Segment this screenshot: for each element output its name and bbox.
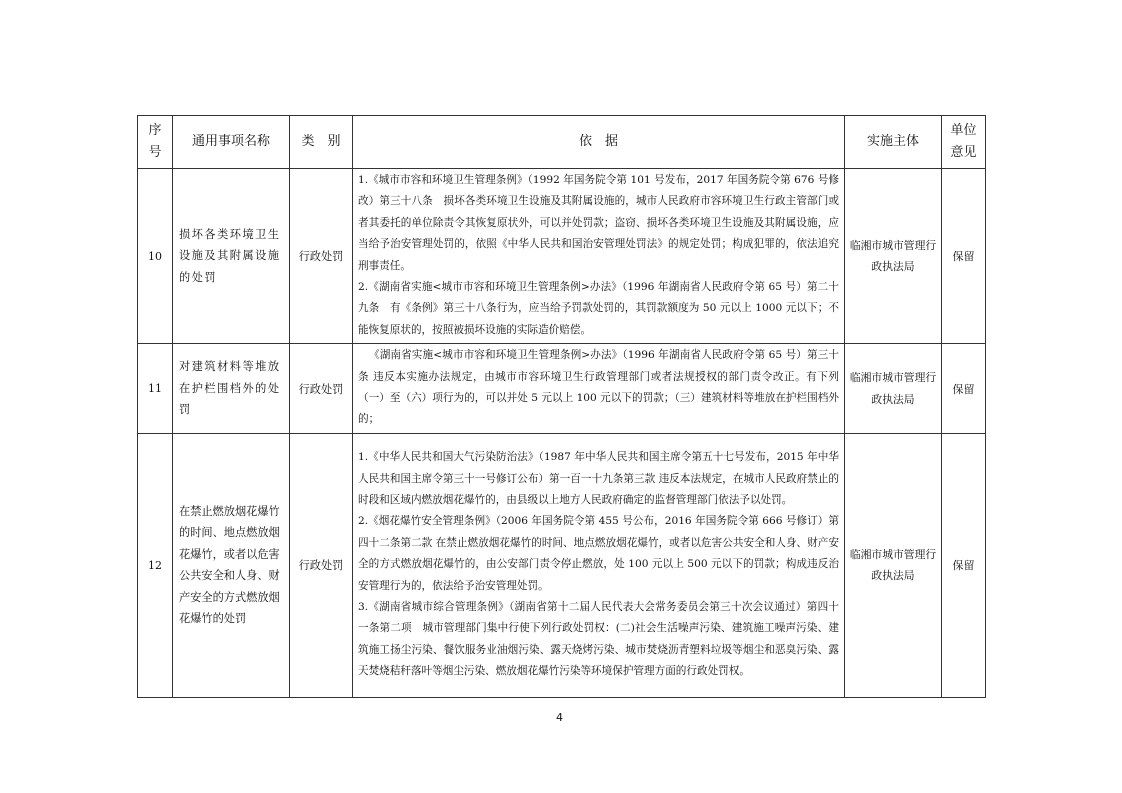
header-opinion	[942, 116, 986, 169]
header-org: 实施主体	[845, 116, 942, 169]
row-type: 行政处罚	[290, 344, 353, 434]
table-row	[138, 169, 986, 344]
header-num	[138, 116, 173, 169]
header-opinion-line1: 单位	[950, 123, 977, 138]
basis-paragraph: 1.《城市市容和环境卫生管理条例》（1992 年国务院令第 101 号发布，2017 年国务院令第 676 号修改）第三十八条 损坏各类环境卫生设施及其附属设施的，城市人民政府市容环境卫生行政主管部门或者其委托的单位除责令其恢复原状外，可以并处罚款；盗窃、损坏各类环境卫生设施及其附属设施，应当给予治安管理处罚的，依照《中华人民共和国治安管理处罚法》的规定处罚；构成犯罪的，依法追究刑事责任。	[358, 174, 839, 272]
row-org: 临湘市城市管理行政执法局	[845, 433, 942, 697]
row-org: 临湘市城市管理行政执法局	[845, 169, 942, 344]
page-number: 4	[556, 711, 563, 724]
header-name: 通用事项名称	[173, 116, 290, 169]
row-opinion: 保留	[942, 169, 986, 344]
row-basis	[353, 344, 845, 434]
basis-paragraph: 3.《湖南省城市综合管理条例》（湖南省第十二届人民代表大会常务委员会第三十次会议通过）第四十一条第二项 城市管理部门集中行使下列行政处罚权：(二)社会生活噪声污染、建筑施工噪声污染、建筑施工扬尘污染、餐饮服务业油烟污染、露天烧烤污染、城市焚烧沥青塑料垃圾等烟尘和恶臭污染、露天焚烧秸秆落叶等烟尘污染、燃放烟花爆竹污染等环境保护管理方面的行政处罚权。	[358, 600, 839, 678]
header-basis: 依 据	[353, 116, 845, 169]
items-table	[137, 115, 986, 698]
table-row	[138, 433, 986, 697]
header-num-line2: 号	[148, 145, 162, 160]
row-org: 临湘市城市管理行政执法局	[845, 344, 942, 434]
table-header-row	[138, 116, 986, 169]
header-num-line1: 序	[148, 123, 162, 138]
row-num: 12	[138, 433, 173, 697]
row-opinion: 保留	[942, 433, 986, 697]
row-type: 行政处罚	[290, 169, 353, 344]
row-num: 10	[138, 169, 173, 344]
row-opinion: 保留	[942, 344, 986, 434]
row-basis	[353, 169, 845, 344]
header-type: 类 别	[290, 116, 353, 169]
header-opinion-line2: 意见	[950, 145, 977, 160]
row-basis	[353, 433, 845, 697]
basis-paragraph: 2.《湖南省实施<城市市容和环境卫生管理条例>办法》（1996 年湖南省人民政府令第 65 号）第二十九条 有《条例》第三十八条行为，应当给予罚款处罚的，其罚款额度为 50 元以上 1000 元以下；不能恢复原状的，按照被损坏设施的实际造价赔偿。	[358, 281, 839, 336]
table-row	[138, 344, 986, 434]
row-type: 行政处罚	[290, 433, 353, 697]
basis-paragraph: 《湖南省实施<城市市容和环境卫生管理条例>办法》（1996 年湖南省人民政府令第 65 号）第三十条 违反本实施办法规定，由城市市容环境卫生行政管理部门或者法规授权的部门责令改正。有下列（一）至（六）项行为的，可以并处 5 元以上 100 元以下的罚款；（三）建筑材料等堆放在护栏围档外的；	[358, 349, 839, 426]
basis-paragraph: 2.《烟花爆竹安全管理条例》（2006 年国务院令第 455 号公布，2016 年国务院令第 666 号修订）第四十二条第二款 在禁止燃放烟花爆竹的时间、地点燃放烟花爆竹，或者以危害公共安全和人身、财产安全的方式燃放烟花爆竹的，由公安部门责令停止燃放，处 100 元以上 500 元以下的罚款；构成违反治安管理行为的，依法给予治安管理处罚。	[358, 515, 839, 592]
row-name: 在禁止燃放烟花爆竹的时间、地点燃放烟花爆竹，或者以危害公共安全和人身、财产安全的方式燃放烟花爆竹的处罚	[173, 433, 290, 697]
row-num: 11	[138, 344, 173, 434]
basis-paragraph: 1.《中华人民共和国大气污染防治法》（1987 年中华人民共和国主席令第五十七号发布，2015 年中华人民共和国主席令第三十一号修订公布）第一百一十九条第三款 违反本法规定，在城市人民政府禁止的时段和区域内燃放烟花爆竹的，由县级以上地方人民政府确定的监督管理部门依法予以处罚。	[358, 451, 839, 506]
row-name: 对建筑材料等堆放在护栏围档外的处罚	[173, 344, 290, 434]
row-name: 损坏各类环境卫生设施及其附属设施的处罚	[173, 169, 290, 344]
